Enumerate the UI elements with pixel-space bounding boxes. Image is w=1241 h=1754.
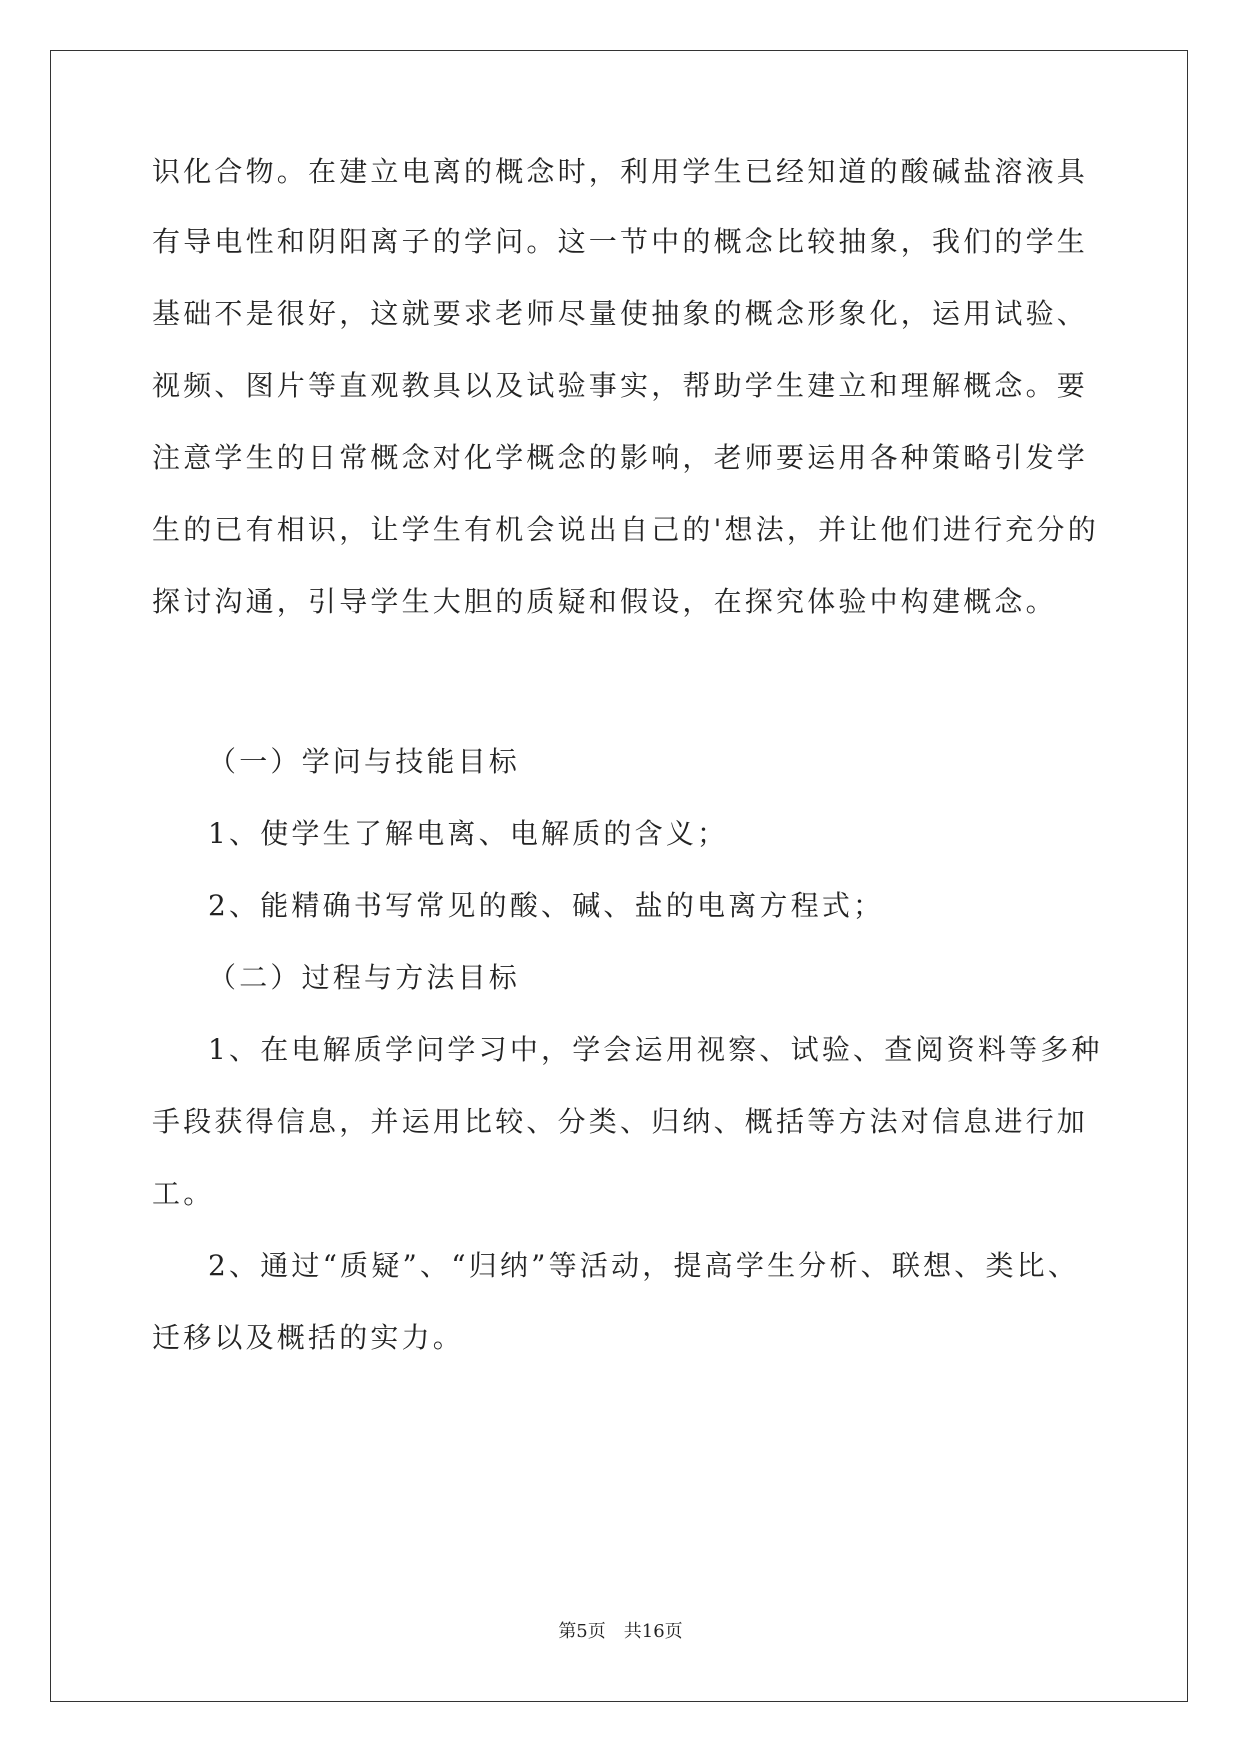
list-item: 2、通过“质疑”、“归纳”等活动，提高学生分析、联想、类比、 [208, 1249, 1080, 1282]
list-item: 2、能精确书写常见的酸、碱、盐的电离方程式； [208, 889, 885, 922]
paragraph-line: 生的已有相识，让学生有机会说出自己的'想法，并让他们进行充分的 [152, 513, 1099, 546]
paragraph-line: 基础不是很好，这就要求老师尽量使抽象的概念形象化，运用试验、 [152, 297, 1089, 330]
paragraph-line: 有导电性和阴阳离子的学问。这一节中的概念比较抽象，我们的学生 [152, 225, 1089, 258]
list-item: 1、在电解质学问学习中，学会运用视察、试验、查阅资料等多种 [208, 1033, 1103, 1066]
page-number-footer: 第5页 共16页 [558, 1621, 683, 1642]
section-heading: （一）学问与技能目标 [208, 745, 521, 778]
paragraph-line: 探讨沟通，引导学生大胆的质疑和假设，在探究体验中构建概念。 [152, 585, 1057, 618]
paragraph-line: 注意学生的日常概念对化学概念的影响，老师要运用各种策略引发学 [152, 441, 1089, 474]
list-item-continuation: 手段获得信息，并运用比较、分类、归纳、概括等方法对信息进行加 [152, 1105, 1089, 1138]
section-heading: （二）过程与方法目标 [208, 961, 521, 994]
list-item-continuation: 迁移以及概括的实力。 [152, 1321, 465, 1354]
list-item: 1、使学生了解电离、电解质的含义； [208, 817, 729, 850]
paragraph-line: 识化合物。在建立电离的概念时，利用学生已经知道的酸碱盐溶液具 [152, 155, 1089, 188]
list-item-continuation: 工。 [152, 1177, 215, 1210]
paragraph-line: 视频、图片等直观教具以及试验事实，帮助学生建立和理解概念。要 [152, 369, 1089, 402]
